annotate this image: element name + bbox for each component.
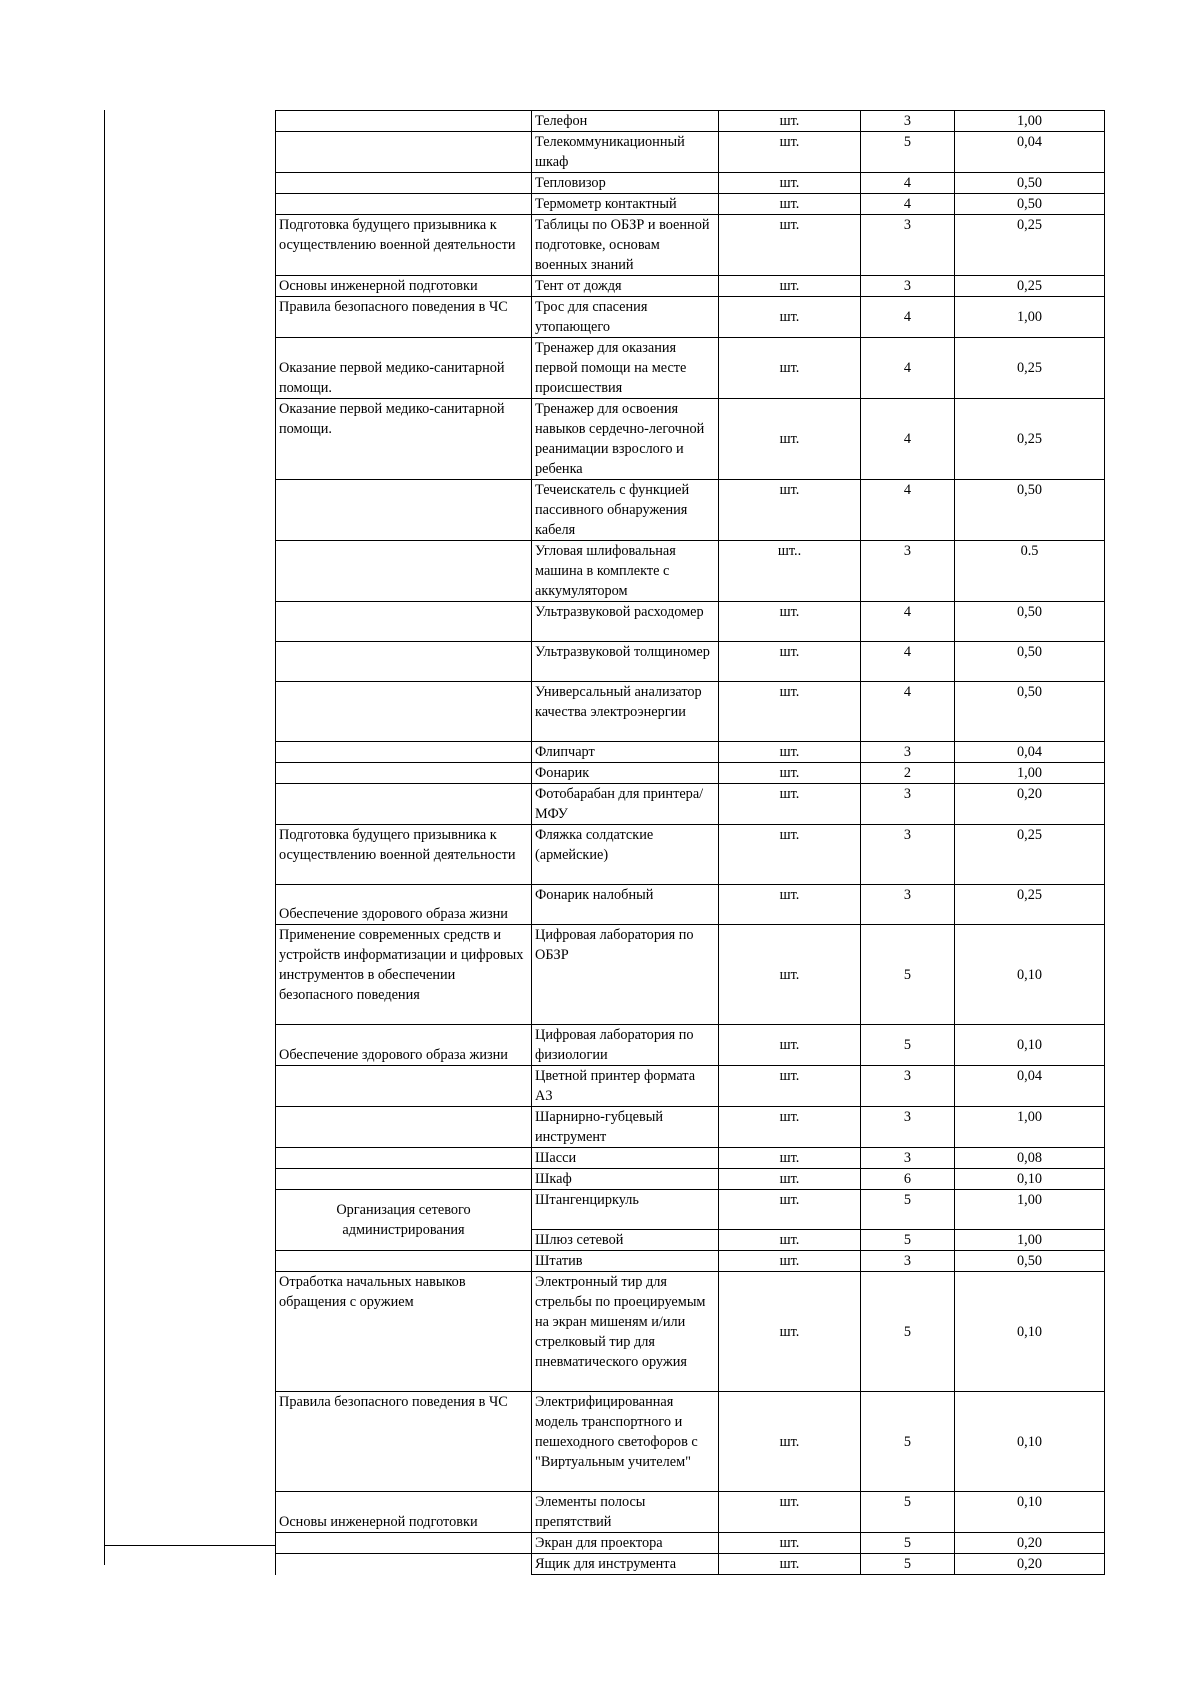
unit-cell: шт. <box>719 1148 861 1169</box>
norm-cell: 0,04 <box>955 742 1105 763</box>
norm-cell: 0.5 <box>955 541 1105 602</box>
topic-cell <box>276 1554 532 1575</box>
unit-cell: шт. <box>719 1107 861 1148</box>
qty-cell: 4 <box>861 682 955 742</box>
qty-cell: 4 <box>861 480 955 541</box>
topic-cell <box>276 541 532 602</box>
equipment-table <box>275 110 1105 1575</box>
norm-cell: 0,25 <box>955 276 1105 297</box>
table-row <box>276 642 1105 682</box>
item-cell: Электронный тир для стрельбы по проецируемым на экран мишеням и/или стрелковый тир для пневматического оружия <box>532 1272 719 1392</box>
norm-cell: 0,10 <box>955 1492 1105 1533</box>
topic-cell <box>276 642 532 682</box>
topic-cell: Правила безопасного поведения в ЧС <box>276 1392 532 1492</box>
table-row <box>276 132 1105 173</box>
table-row <box>276 338 1105 399</box>
norm-cell: 1,00 <box>955 297 1105 338</box>
left-margin-rule <box>104 110 105 1565</box>
item-cell: Фотобарабан для принтера/МФУ <box>532 784 719 825</box>
qty-cell: 3 <box>861 215 955 276</box>
table-row <box>276 1492 1105 1533</box>
table-row <box>276 742 1105 763</box>
table-row <box>276 682 1105 742</box>
item-cell: Цифровая лаборатория по ОБЗР <box>532 925 719 1025</box>
table-row <box>276 1190 1105 1230</box>
item-cell: Термометр контактный <box>532 194 719 215</box>
norm-cell: 1,00 <box>955 1190 1105 1230</box>
table-row <box>276 1392 1105 1492</box>
unit-cell: шт. <box>719 1251 861 1272</box>
topic-cell: Применение современных средств и устройств информатизации и цифровых инструментов в обеспечении безопасного поведения <box>276 925 532 1025</box>
unit-cell: шт. <box>719 825 861 885</box>
norm-cell: 0,50 <box>955 480 1105 541</box>
qty-cell: 4 <box>861 338 955 399</box>
unit-cell: шт. <box>719 885 861 925</box>
item-cell: Ультразвуковой толщиномер <box>532 642 719 682</box>
topic-cell: Подготовка будущего призывника к осуществлению военной деятельности <box>276 825 532 885</box>
item-cell: Шкаф <box>532 1169 719 1190</box>
table-row <box>276 173 1105 194</box>
unit-cell: шт. <box>719 1392 861 1492</box>
qty-cell: 5 <box>861 1492 955 1533</box>
norm-cell: 0,10 <box>955 1169 1105 1190</box>
topic-cell <box>276 194 532 215</box>
table-row <box>276 1025 1105 1066</box>
topic-cell <box>276 1251 532 1272</box>
item-cell: Цветной принтер формата А3 <box>532 1066 719 1107</box>
unit-cell: шт. <box>719 111 861 132</box>
topic-cell <box>276 763 532 784</box>
table-row <box>276 763 1105 784</box>
table-row <box>276 276 1105 297</box>
unit-cell: шт. <box>719 480 861 541</box>
norm-cell: 0,25 <box>955 338 1105 399</box>
table-row <box>276 1533 1105 1554</box>
item-cell: Тренажер для освоения навыков сердечно-легочной реанимации взрослого и ребенка <box>532 399 719 480</box>
table-row <box>276 1066 1105 1107</box>
qty-cell: 3 <box>861 1066 955 1107</box>
item-cell: Телефон <box>532 111 719 132</box>
topic-cell <box>276 682 532 742</box>
norm-cell: 0,25 <box>955 399 1105 480</box>
unit-cell: шт. <box>719 1492 861 1533</box>
unit-cell: шт. <box>719 1533 861 1554</box>
item-cell: Фляжка солдатские (армейские) <box>532 825 719 885</box>
item-cell: Экран для проектора <box>532 1533 719 1554</box>
unit-cell: шт. <box>719 194 861 215</box>
norm-cell: 0,25 <box>955 215 1105 276</box>
unit-cell: шт. <box>719 642 861 682</box>
norm-cell: 0,10 <box>955 925 1105 1025</box>
unit-cell: шт. <box>719 399 861 480</box>
table-row <box>276 399 1105 480</box>
topic-cell: Оказание первой медико-санитарной помощи. <box>276 338 532 399</box>
norm-cell: 0,04 <box>955 1066 1105 1107</box>
norm-cell: 0,50 <box>955 194 1105 215</box>
qty-cell: 5 <box>861 1554 955 1575</box>
qty-cell: 5 <box>861 1190 955 1230</box>
topic-cell <box>276 1066 532 1107</box>
norm-cell: 0,08 <box>955 1148 1105 1169</box>
item-cell: Штатив <box>532 1251 719 1272</box>
topic-cell: Основы инженерной подготовки <box>276 1492 532 1533</box>
table-row <box>276 111 1105 132</box>
item-cell: Шарнирно-губцевый инструмент <box>532 1107 719 1148</box>
topic-cell: Подготовка будущего призывника к осуществлению военной деятельности <box>276 215 532 276</box>
norm-cell: 0,20 <box>955 1554 1105 1575</box>
unit-cell: шт. <box>719 297 861 338</box>
item-cell: Течеискатель с функцией пассивного обнаружения кабеля <box>532 480 719 541</box>
qty-cell: 4 <box>861 602 955 642</box>
unit-cell: шт. <box>719 1272 861 1392</box>
qty-cell: 5 <box>861 1392 955 1492</box>
norm-cell: 0,10 <box>955 1392 1105 1492</box>
topic-cell <box>276 1107 532 1148</box>
table-row <box>276 480 1105 541</box>
unit-cell: шт. <box>719 1554 861 1575</box>
item-cell: Тент от дождя <box>532 276 719 297</box>
table-row <box>276 1148 1105 1169</box>
item-cell: Угловая шлифовальная машина в комплекте с аккумулятором <box>532 541 719 602</box>
unit-cell: шт. <box>719 763 861 784</box>
item-cell: Шасси <box>532 1148 719 1169</box>
table-row <box>276 1169 1105 1190</box>
unit-cell: шт. <box>719 276 861 297</box>
qty-cell: 5 <box>861 1533 955 1554</box>
item-cell: Электрифицированная модель транспортного и пешеходного светофоров с "Виртуальным учителем" <box>532 1392 719 1492</box>
norm-cell: 0,50 <box>955 1251 1105 1272</box>
qty-cell: 3 <box>861 784 955 825</box>
table-row <box>276 784 1105 825</box>
qty-cell: 4 <box>861 194 955 215</box>
qty-cell: 3 <box>861 825 955 885</box>
item-cell: Таблицы по ОБЗР и военной подготовке, основам военных знаний <box>532 215 719 276</box>
unit-cell: шт. <box>719 338 861 399</box>
norm-cell: 0,50 <box>955 642 1105 682</box>
item-cell: Штангенциркуль <box>532 1190 719 1230</box>
norm-cell: 0,50 <box>955 173 1105 194</box>
qty-cell: 3 <box>861 885 955 925</box>
qty-cell: 4 <box>861 297 955 338</box>
norm-cell: 0,50 <box>955 602 1105 642</box>
unit-cell: шт.. <box>719 541 861 602</box>
norm-cell: 0,20 <box>955 1533 1105 1554</box>
qty-cell: 3 <box>861 1148 955 1169</box>
norm-cell: 0,25 <box>955 885 1105 925</box>
topic-cell: Отработка начальных навыков обращения с оружием <box>276 1272 532 1392</box>
topic-cell: Оказание первой медико-санитарной помощи. <box>276 399 532 480</box>
item-cell: Шлюз сетевой <box>532 1230 719 1251</box>
table-row <box>276 602 1105 642</box>
unit-cell: шт. <box>719 1230 861 1251</box>
qty-cell: 4 <box>861 173 955 194</box>
qty-cell: 3 <box>861 1107 955 1148</box>
unit-cell: шт. <box>719 173 861 194</box>
unit-cell: шт. <box>719 742 861 763</box>
norm-cell: 1,00 <box>955 1230 1105 1251</box>
qty-cell: 5 <box>861 1230 955 1251</box>
item-cell: Трос для спасения утопающего <box>532 297 719 338</box>
table-row <box>276 1107 1105 1148</box>
unit-cell: шт. <box>719 925 861 1025</box>
item-cell: Универсальный анализатор качества электроэнергии <box>532 682 719 742</box>
qty-cell: 4 <box>861 642 955 682</box>
table-row <box>276 885 1105 925</box>
topic-cell: Обеспечение здорового образа жизни <box>276 885 532 925</box>
table-row <box>276 825 1105 885</box>
norm-cell: 0,10 <box>955 1272 1105 1392</box>
unit-cell: шт. <box>719 682 861 742</box>
item-cell: Цифровая лаборатория по физиологии <box>532 1025 719 1066</box>
table-row <box>276 297 1105 338</box>
item-cell: Флипчарт <box>532 742 719 763</box>
qty-cell: 3 <box>861 276 955 297</box>
qty-cell: 4 <box>861 399 955 480</box>
norm-cell: 1,00 <box>955 763 1105 784</box>
qty-cell: 5 <box>861 925 955 1025</box>
topic-cell: Обеспечение здорового образа жизни <box>276 1025 532 1066</box>
unit-cell: шт. <box>719 215 861 276</box>
norm-cell: 0,20 <box>955 784 1105 825</box>
table-row <box>276 1554 1105 1575</box>
topic-cell <box>276 1148 532 1169</box>
qty-cell: 2 <box>861 763 955 784</box>
bottom-left-rule <box>104 1545 276 1546</box>
unit-cell: шт. <box>719 1190 861 1230</box>
unit-cell: шт. <box>719 602 861 642</box>
qty-cell: 3 <box>861 111 955 132</box>
topic-cell <box>276 1169 532 1190</box>
topic-cell <box>276 1533 532 1554</box>
qty-cell: 3 <box>861 541 955 602</box>
topic-cell: Организация сетевого администрирования <box>276 1190 532 1251</box>
qty-cell: 6 <box>861 1169 955 1190</box>
item-cell: Ящик для инструмента <box>532 1554 719 1575</box>
table-row <box>276 1251 1105 1272</box>
topic-cell: Основы инженерной подготовки <box>276 276 532 297</box>
norm-cell: 1,00 <box>955 1107 1105 1148</box>
topic-cell <box>276 132 532 173</box>
unit-cell: шт. <box>719 1066 861 1107</box>
topic-cell <box>276 784 532 825</box>
topic-cell <box>276 480 532 541</box>
item-cell: Телекоммуникационный шкаф <box>532 132 719 173</box>
qty-cell: 5 <box>861 1272 955 1392</box>
unit-cell: шт. <box>719 1169 861 1190</box>
item-cell: Фонарик налобный <box>532 885 719 925</box>
topic-cell <box>276 742 532 763</box>
table-row <box>276 215 1105 276</box>
item-cell: Ультразвуковой расходомер <box>532 602 719 642</box>
unit-cell: шт. <box>719 132 861 173</box>
qty-cell: 3 <box>861 1251 955 1272</box>
qty-cell: 5 <box>861 132 955 173</box>
norm-cell: 1,00 <box>955 111 1105 132</box>
topic-cell <box>276 173 532 194</box>
table-row <box>276 1272 1105 1392</box>
item-cell: Тренажер для оказания первой помощи на месте происшествия <box>532 338 719 399</box>
item-cell: Элементы полосы препятствий <box>532 1492 719 1533</box>
norm-cell: 0,50 <box>955 682 1105 742</box>
norm-cell: 0,04 <box>955 132 1105 173</box>
norm-cell: 0,10 <box>955 1025 1105 1066</box>
qty-cell: 5 <box>861 1025 955 1066</box>
table-row <box>276 925 1105 1025</box>
table-row <box>276 541 1105 602</box>
table-row <box>276 194 1105 215</box>
norm-cell: 0,25 <box>955 825 1105 885</box>
unit-cell: шт. <box>719 784 861 825</box>
qty-cell: 3 <box>861 742 955 763</box>
topic-cell: Правила безопасного поведения в ЧС <box>276 297 532 338</box>
topic-cell <box>276 602 532 642</box>
topic-cell <box>276 111 532 132</box>
unit-cell: шт. <box>719 1025 861 1066</box>
item-cell: Фонарик <box>532 763 719 784</box>
item-cell: Тепловизор <box>532 173 719 194</box>
